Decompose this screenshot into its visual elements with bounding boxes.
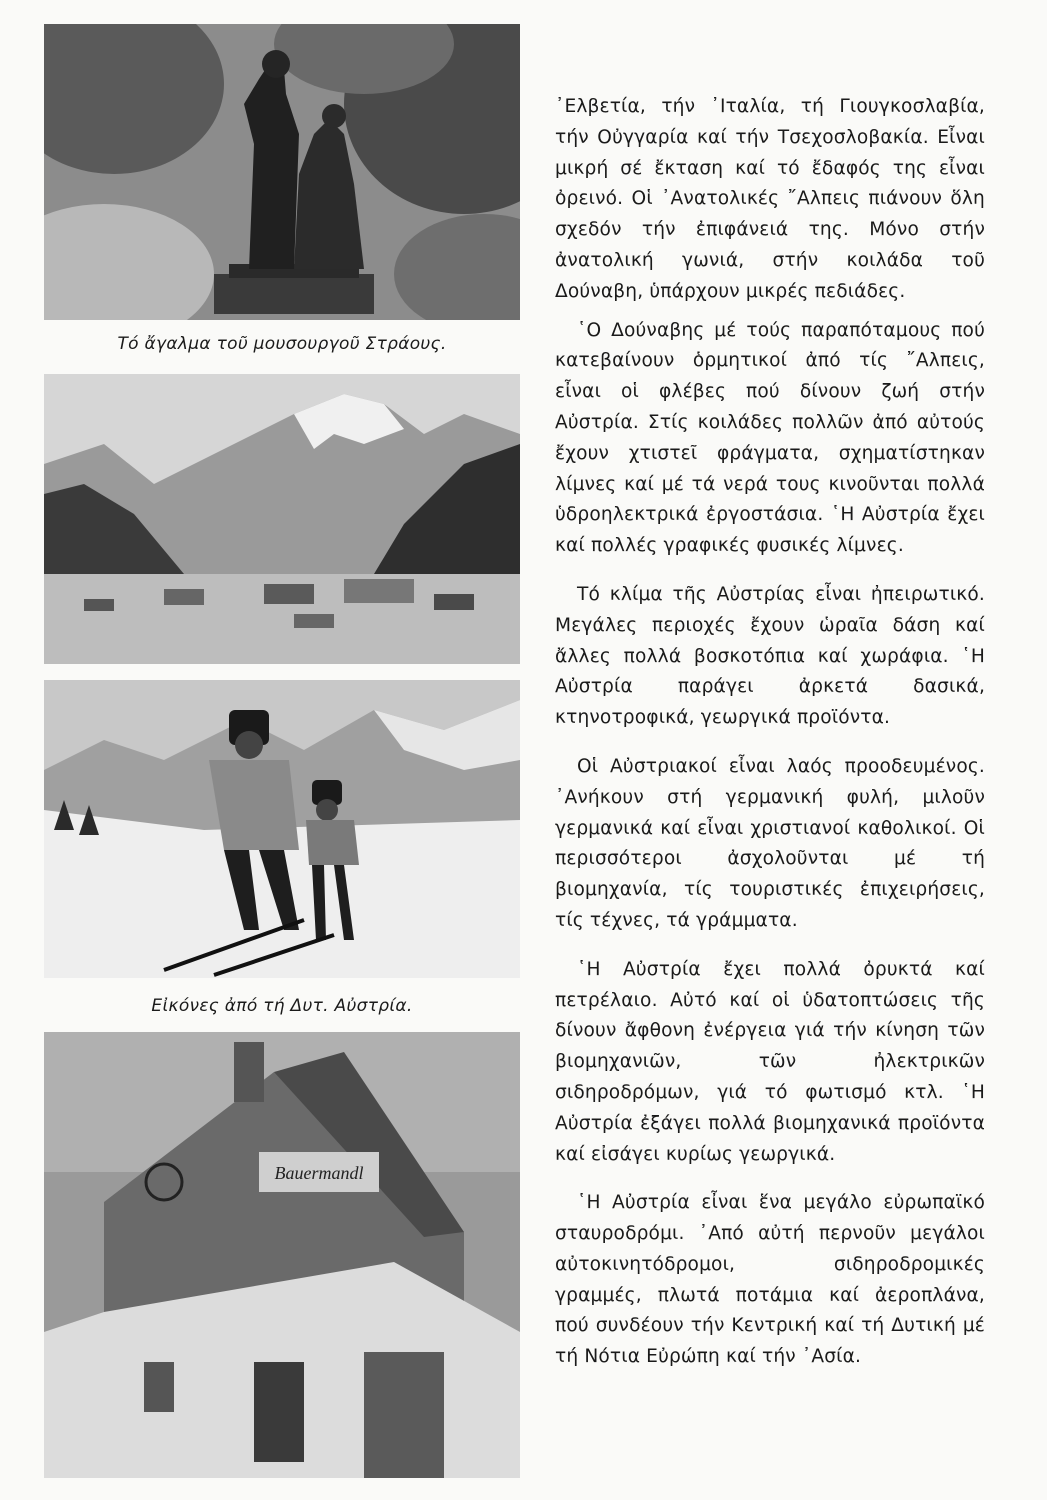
- inn-sign-text: Bauermandl: [274, 1163, 364, 1183]
- skiers-photo: [44, 680, 520, 978]
- paragraph: ῾Ο Δούναβης μέ τούς παραπόταμους πού κατεβαίνουν ὁρμητικοί ἀπό τίς ῎Αλπεις, εἶναι οἱ φλέβες πού δίνουν ζωή στήν Αὐστρία. Στίς κοιλάδες πολλῶν ἀπό αὐτούς ἔχουν χτιστεῖ φράγματα, σχηματίστηκαν λίμνες καί μέ τά νερά τους κινοῦνται πολλά ὑδροηλεκτρικά ἐργοστάσια. ῾Η Αὐστρία ἔχει καί πολλές γραφικές φυσικές λίμνες.: [555, 319, 985, 557]
- alpine-valley-photo: [44, 374, 520, 664]
- paragraph: Οἱ Αὐστριακοί εἶναι λαός προοδευμένος. ᾿Ανήκουν στή γερμανική φυλή, μιλοῦν γερμανικά καί εἶναι χριστιανοί καθολικοί. Οἱ περισσότεροι ἀσχολοῦνται μέ τή βιομηχανία, τίς τουριστικές ἐπιχειρήσεις, τίς τέχνες, τά γράμματα.: [555, 755, 985, 931]
- paragraph: Τό κλίμα τῆς Αὐστρίας εἶναι ἠπειρωτικό. Μεγάλες περιοχές ἔχουν ὡραῖα δάση καί ἄλλες πολλά βοσκοτόπια καί χωράφια. ῾Η Αὐστρία παράγει ἀρκετά δασικά, κτηνοτροφικά, γεωργικά προϊόντα.: [555, 583, 985, 729]
- inn-building-photo: [44, 1032, 520, 1478]
- paragraph: ῾Η Αὐστρία εἶναι ἕνα μεγάλο εὐρωπαϊκό σταυροδρόμι. ᾿Από αὐτή περνοῦν μεγάλοι αὐτοκινητόδρομοι, σιδηροδρομικές γραμμές, πλωτά ποτάμια καί ἀεροπλάνα, πού συνδέουν τήν Κεντρική καί τή Δυτική μέ τή Νότια Εὐρώπη καί τήν ᾿Ασία.: [555, 1192, 985, 1368]
- paragraph: ῾Η Αὐστρία ἔχει πολλά ὀρυκτά καί πετρέλαιο. Αὐτό καί οἱ ὑδατοπτώσεις τῆς δίνουν ἄφθονη ἐνέργεια γιά τήν κίνηση τῶν βιομηχανιῶν, τῶν ἠλεκτρικῶν σιδηροδρόμων, γιά τό φωτισμό κτλ. ῾Η Αὐστρία ἐξάγει πολλά βιομηχανικά προϊόντα καί εἰσάγει κυρίως γεωργικά.: [555, 958, 985, 1165]
- paragraph: ᾿Ελβετία, τήν ᾿Ιταλία, τή Γιουγκοσλαβία, τήν Οὐγγαρία καί τήν Τσεχοσλοβακία. Εἶναι μικρή σέ ἔκταση καί τό ἔδαφός της εἶναι ὀρεινό. Οἱ ᾿Ανατολικές ῎Αλπεις πιάνουν ὅλη σχεδόν τήν ἐπιφάνειά της. Μόνο στήν ἀνατολική γωνιά, στήν κοιλάδα τοῦ Δούναβη, ὑπάρχουν μικρές πεδιάδες.: [555, 96, 985, 302]
- article-text: [555, 92, 985, 1381]
- figure-caption-statue: Τό ἄγαλμα τοῦ μουσουργοῦ Στράους.: [117, 334, 447, 354]
- strauss-statue-photo: [44, 24, 520, 320]
- figure-caption-skiers: Εἰκόνες ἀπό τή Δυτ. Αὐστρία.: [151, 996, 413, 1016]
